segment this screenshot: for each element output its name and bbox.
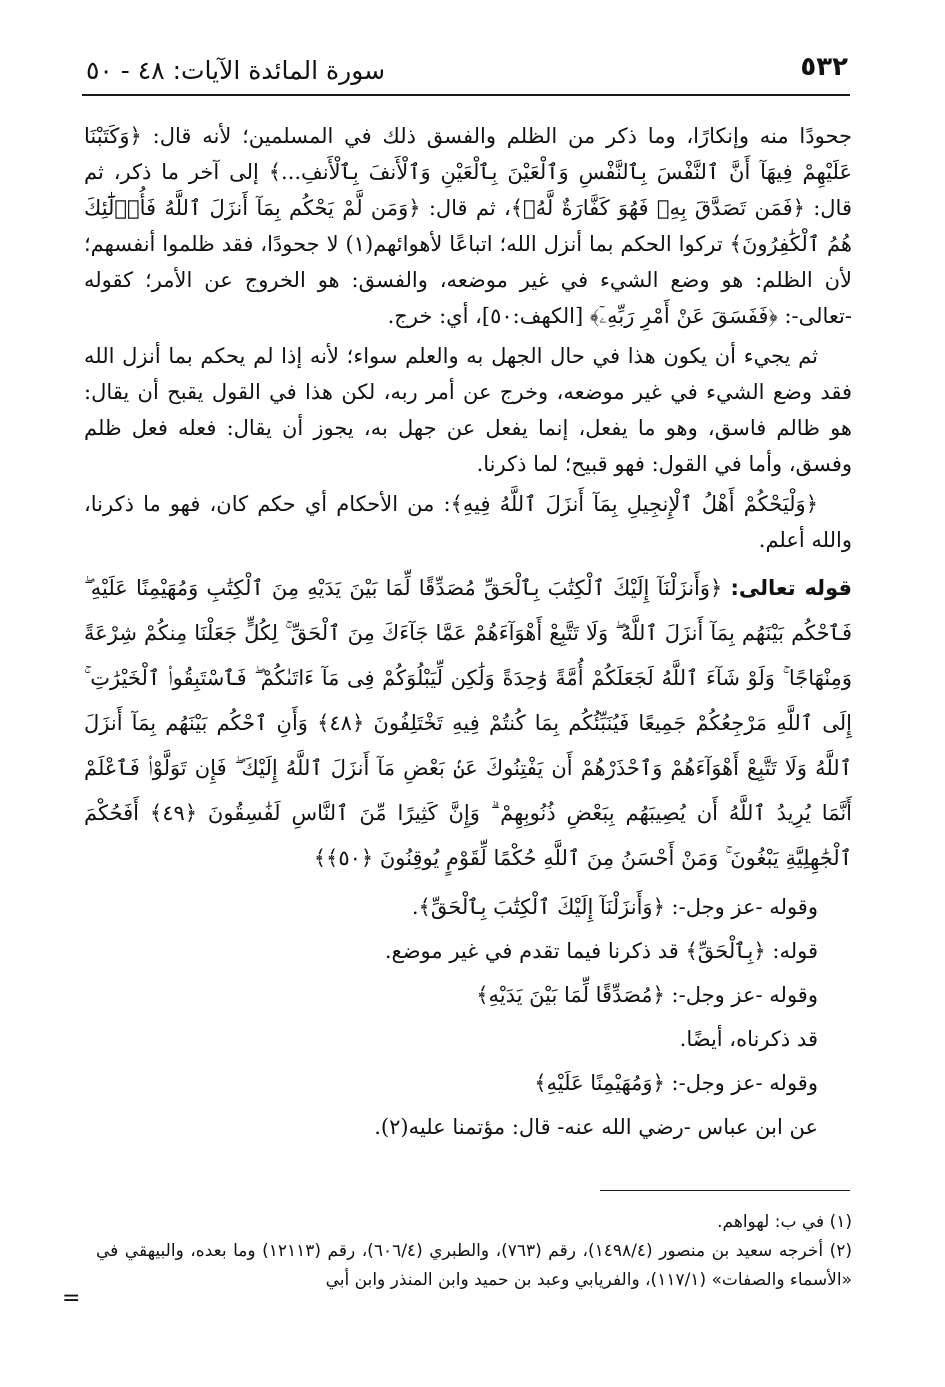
commentary-line: عن ابن عباس -رضي الله عنه- قال: مؤتمنا عليه(٢). [374,1115,818,1139]
paragraph: ﴿وَلْيَحْكُمْ أَهْلُ ٱلْإِنجِيلِ بِمَآ أَنزَلَ ٱللَّهُ فِيهِ﴾: من الأحكام أي حكم كان، فهو ما ذكرنا، والله أعلم. [84,492,852,552]
footnotes [96,1208,852,1295]
section-label: قوله تعالى: [730,576,852,600]
commentary-line: وقوله -عز وجل-: ﴿وَمُهَيْمِنًا عَلَيْهِ﴾ [534,1071,818,1095]
commentary-line: وقوله -عز وجل-: ﴿مُصَدِّقًا لِّمَا بَيْنَ يَدَيْهِ﴾ [476,983,818,1007]
commentary-line: قد ذكرناه، أيضًا. [679,1027,818,1051]
paragraph: جحودًا منه وإنكارًا، وما ذكر من الظلم والفسق ذلك في المسلمين؛ لأنه قال: ﴿وَكَتَبْنَا عَلَيْهِمْ فِيهَآ أَنَّ ٱلنَّفْسَ بِٱلنَّفْسِ وَٱلْعَيْنَ بِٱلْعَيْنِ وَٱلْأَنفَ بِٱلْأَنفِ...﴾ إلى آخر ما ذكر، ثم قال: ﴿فَمَن تَصَدَّقَ بِهِۦ فَهُوَ كَفَّارَةٌ لَّهُۥ﴾، ثم قال: ﴿وَمَن لَّمْ يَحْكُم بِمَآ أَنزَلَ ٱللَّهُ فَأُو۟لَٰٓئِكَ هُمُ ٱلْكَٰفِرُونَ﴾ تركوا الحكم بما أنزل الله؛ اتباعًا لأهوائهم(١) لا جحودًا، فقد ظلموا أنفسهم؛ لأن الظلم: هو وضع الشيء في غير موضعه، والفسق: هو الخروج عن الأمر؛ كقوله -تعالى-: ﴿فَفَسَقَ عَنْ أَمْرِ رَبِّهِۦٓ﴾ [الكهف:٥٠]، أي: خرج. [84,124,853,328]
continuation-mark: = [62,1286,81,1311]
commentary [84,885,852,1149]
paragraph: ثم يجيء أن يكون هذا في حال الجهل به والعلم سواء؛ لأنه إذا لم يحكم بما أنزل الله فقد وضع الشيء في غير موضعه، وخرج عن أمر ربه، لكن هذا في القول يقبح أن يقال: هو ظالم فاسق، وهو ما يفعل، إنما يفعل عن جهل به، يجوز أن يقال: فعله فعل ظلم وفسق، وأما في القول: فهو قبيح؛ لما ذكرنا. [84,344,852,476]
running-title: سورة المائدة الآيات: ٤٨ - ٥٠ [86,56,386,85]
quran-verses-block [84,566,852,881]
page-header [82,52,850,96]
main-text [84,118,852,1149]
page-number: ٥٣٢ [800,52,848,82]
quran-verses: ﴿وَأَنزَلْنَآ إِلَيْكَ ٱلْكِتَٰبَ بِٱلْحَقِّ مُصَدِّقًا لِّمَا بَيْنَ يَدَيْهِ مِنَ ٱلْكِتَٰبِ وَمُهَيْمِنًا عَلَيْهِ ۖ فَٱحْكُم بَيْنَهُم بِمَآ أَنزَلَ ٱللَّهُ ۖ وَلَا تَتَّبِعْ أَهْوَآءَهُمْ عَمَّا جَآءَكَ مِنَ ٱلْحَقِّ ۚ لِكُلٍّ جَعَلْنَا مِنكُمْ شِرْعَةً وَمِنْهَاجًا ۚ وَلَوْ شَآءَ ٱللَّهُ لَجَعَلَكُمْ أُمَّةً وَٰحِدَةً وَلَٰكِن لِّيَبْلُوَكُمْ فِى مَآ ءَاتَىٰكُمْ ۖ فَٱسْتَبِقُوا۟ ٱلْخَيْرَٰتِ ۚ إِلَى ٱللَّهِ مَرْجِعُكُمْ جَمِيعًا فَيُنَبِّئُكُم بِمَا كُنتُمْ فِيهِ تَخْتَلِفُونَ ﴿٤٨﴾ وَأَنِ ٱحْكُم بَيْنَهُم بِمَآ أَنزَلَ ٱللَّهُ وَلَا تَتَّبِعْ أَهْوَآءَهُمْ وَٱحْذَرْهُمْ أَن يَفْتِنُوكَ عَنۢ بَعْضِ مَآ أَنزَلَ ٱللَّهُ إِلَيْكَ ۖ فَإِن تَوَلَّوْا۟ فَٱعْلَمْ أَنَّمَا يُرِيدُ ٱللَّهُ أَن يُصِيبَهُم بِبَعْضِ ذُنُوبِهِمْ ۗ وَإِنَّ كَثِيرًا مِّنَ ٱلنَّاسِ لَفَٰسِقُونَ ﴿٤٩﴾ أَفَحُكْمَ ٱلْجَٰهِلِيَّةِ يَبْغُونَ ۚ وَمَنْ أَحْسَنُ مِنَ ٱللَّهِ حُكْمًا لِّقَوْمٍ يُوقِنُونَ ﴿٥٠﴾﴾ [84,576,853,870]
footnote: (١) في ب: لهواهم. [717,1212,852,1232]
commentary-line: قوله: ﴿بِٱلْحَقِّ﴾ قد ذكرنا فيما تقدم في غير موضع. [384,939,818,963]
footnote-divider [600,1190,850,1191]
commentary-line: وقوله -عز وجل-: ﴿وَأَنزَلْنَآ إِلَيْكَ ٱلْكِتَٰبَ بِٱلْحَقِّ﴾. [411,895,818,919]
footnote: (٢) أخرجه سعيد بن منصور (١٤٩٨/٤)، رقم (٧٦٣)، والطبري (٦٠٦/٤)، رقم (١٢١١٣) وما بعده، والبيهقي في «الأسماء والصفات» (١١٧/١)، والفريابي وعبد بن حميد وابن المنذر وابن أبي [96,1241,852,1290]
